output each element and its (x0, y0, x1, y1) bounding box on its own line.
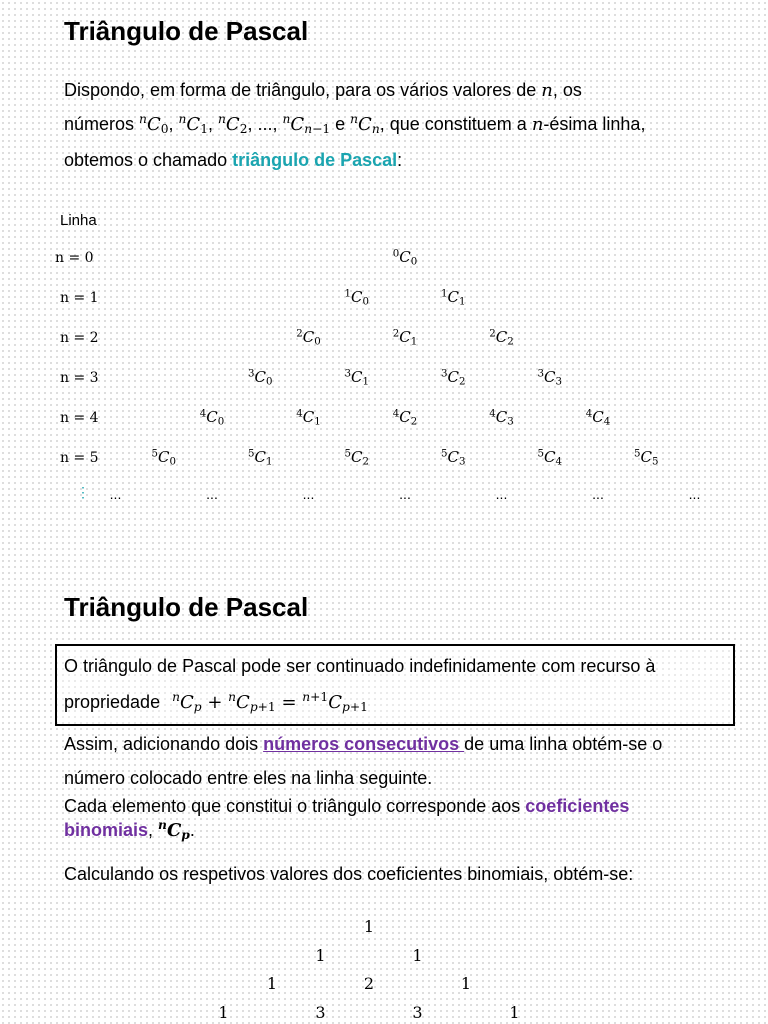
separator: , (208, 114, 219, 134)
var-n: n (541, 80, 553, 101)
ellipsis: ... (592, 486, 604, 502)
math-nC0: $^nC_0$ (139, 112, 169, 137)
binomial-coefficient: $^5C_3$ (441, 448, 466, 468)
separator: , (168, 114, 179, 134)
coefficients-line-2 (64, 820, 195, 841)
next-line-text: número colocado entre eles na linha seguinte. (64, 768, 433, 788)
comma: , (148, 820, 159, 840)
consecutive-text: Assim, adicionando dois (64, 734, 264, 754)
intro-line-1-text: Dispondo, em forma de triângulo, para os vários valores de (64, 80, 542, 100)
intro-line-1-end: , os (552, 80, 582, 100)
binomial-coefficient: $^2C_1$ (392, 328, 418, 348)
binomial-coefficient: $^5C_4$ (537, 448, 562, 468)
period: . (189, 820, 195, 840)
var-n: n (531, 114, 544, 135)
ellipsis: ... (109, 486, 122, 502)
row-label: n = 4 (60, 410, 99, 426)
pascal-number: 2 (363, 974, 375, 993)
binomial-coefficient: $^5C_2$ (344, 448, 369, 468)
binomial-coefficient: $^0C_0$ (392, 248, 418, 268)
coefficients-text: Cada elemento que constitui o triângulo corresponde aos (64, 796, 526, 816)
binomial-coefficient: $^4C_0$ (199, 408, 225, 428)
binomial-coefficient: $^5C_5$ (634, 448, 659, 468)
pascal-number: 1 (218, 1002, 229, 1022)
intro-line-3 (64, 150, 402, 171)
binomial-coefficient: $^5C_1$ (248, 448, 273, 468)
pascal-number: 1 (363, 917, 375, 936)
separator: , (247, 114, 258, 134)
consecutive-line (64, 734, 662, 755)
binomial-coefficient: $^3C_2$ (441, 368, 466, 388)
binomial-coefficient: $^1C_1$ (441, 288, 466, 308)
intro-line-2 (64, 114, 645, 135)
separator: , (272, 114, 283, 134)
box-line-1: O triângulo de Pascal pode ser continuado indefinidamente com recurso à (64, 656, 656, 676)
ellipsis: ... (688, 486, 701, 502)
binomial-coefficient: $^3C_1$ (344, 368, 369, 388)
pascal-number: 1 (315, 945, 326, 965)
box-line-2 (64, 692, 368, 713)
math-nC1: $^nC_1$ (178, 112, 208, 137)
vertical-dots: ⋮ (76, 484, 90, 500)
pascal-number: 1 (460, 974, 472, 993)
pascal-number: 1 (509, 1002, 520, 1022)
pascal-triangle-term: triângulo de Pascal (232, 150, 398, 170)
section2-title: Triângulo de Pascal (64, 592, 309, 622)
binomial-coefficient: $^2C_0$ (296, 328, 321, 348)
row-label: n = 5 (60, 450, 99, 466)
math-nC2: $^nC_2$ (218, 112, 248, 137)
row-label: n = 2 (60, 330, 99, 346)
math-nCp: $^nC_p$ (158, 818, 190, 843)
math-nCn-1: $^nC_{n-1}$ (282, 112, 331, 137)
intro-line-3-text: obtemos o chamado (64, 150, 233, 170)
binomial-coefficient: $^5C_0$ (151, 448, 176, 468)
coefficients-line-1 (64, 796, 629, 817)
ellipsis: ... (399, 486, 411, 502)
pascal-number: 1 (412, 945, 423, 965)
binomial-coefficient: $^4C_2$ (392, 408, 418, 428)
intro-line-2-end: -ésima linha, (543, 114, 646, 134)
ellipsis: ... (206, 486, 218, 502)
calculating-text: Calculando os respetivos valores dos coeficientes binomiais, obtém-se: (64, 864, 634, 884)
math-nCn: $^nC_n$ (350, 112, 380, 137)
intro-line-2-tail: , que constituem a (379, 114, 532, 134)
colon: : (397, 150, 403, 170)
coefficients-term: coeficientes (525, 796, 630, 816)
pascal-number: 1 (266, 974, 278, 993)
ellipsis: ... (495, 486, 508, 502)
consecutive-end: de uma linha obtém-se o (464, 734, 663, 754)
binomial-coefficient: $^2C_2$ (489, 328, 514, 348)
row-label: n = 0 (55, 250, 94, 266)
binomial-coefficient: $^4C_1$ (296, 408, 321, 428)
binomial-coefficient: $^3C_0$ (248, 368, 273, 388)
conjunction: e (330, 114, 351, 134)
intro-line-2-text: números (64, 114, 140, 134)
intro-line-1 (64, 80, 582, 101)
linha-label: Linha (60, 212, 97, 229)
ellipsis: ... (257, 114, 273, 134)
section1-title: Triângulo de Pascal (64, 16, 309, 46)
binomial-coefficient: $^1C_0$ (344, 288, 369, 308)
binomial-term: binomiais (64, 820, 149, 840)
binomial-coefficient: $^3C_3$ (537, 368, 562, 388)
property-label: propriedade (64, 692, 161, 712)
pascal-number: 3 (315, 1002, 326, 1022)
binomial-coefficient: $^4C_3$ (489, 408, 514, 428)
pascal-number: 3 (412, 1002, 423, 1022)
pascal-rule-formula: $^nC_p + ^nC_{p+1} = ^{n+1}C_{p+1}$ (172, 690, 368, 715)
binomial-coefficient: $^4C_4$ (585, 408, 611, 428)
consecutive-numbers-term: números consecutivos (263, 734, 465, 754)
ellipsis: ... (302, 486, 315, 502)
row-label: n = 3 (60, 370, 99, 386)
row-label: n = 1 (60, 290, 99, 306)
